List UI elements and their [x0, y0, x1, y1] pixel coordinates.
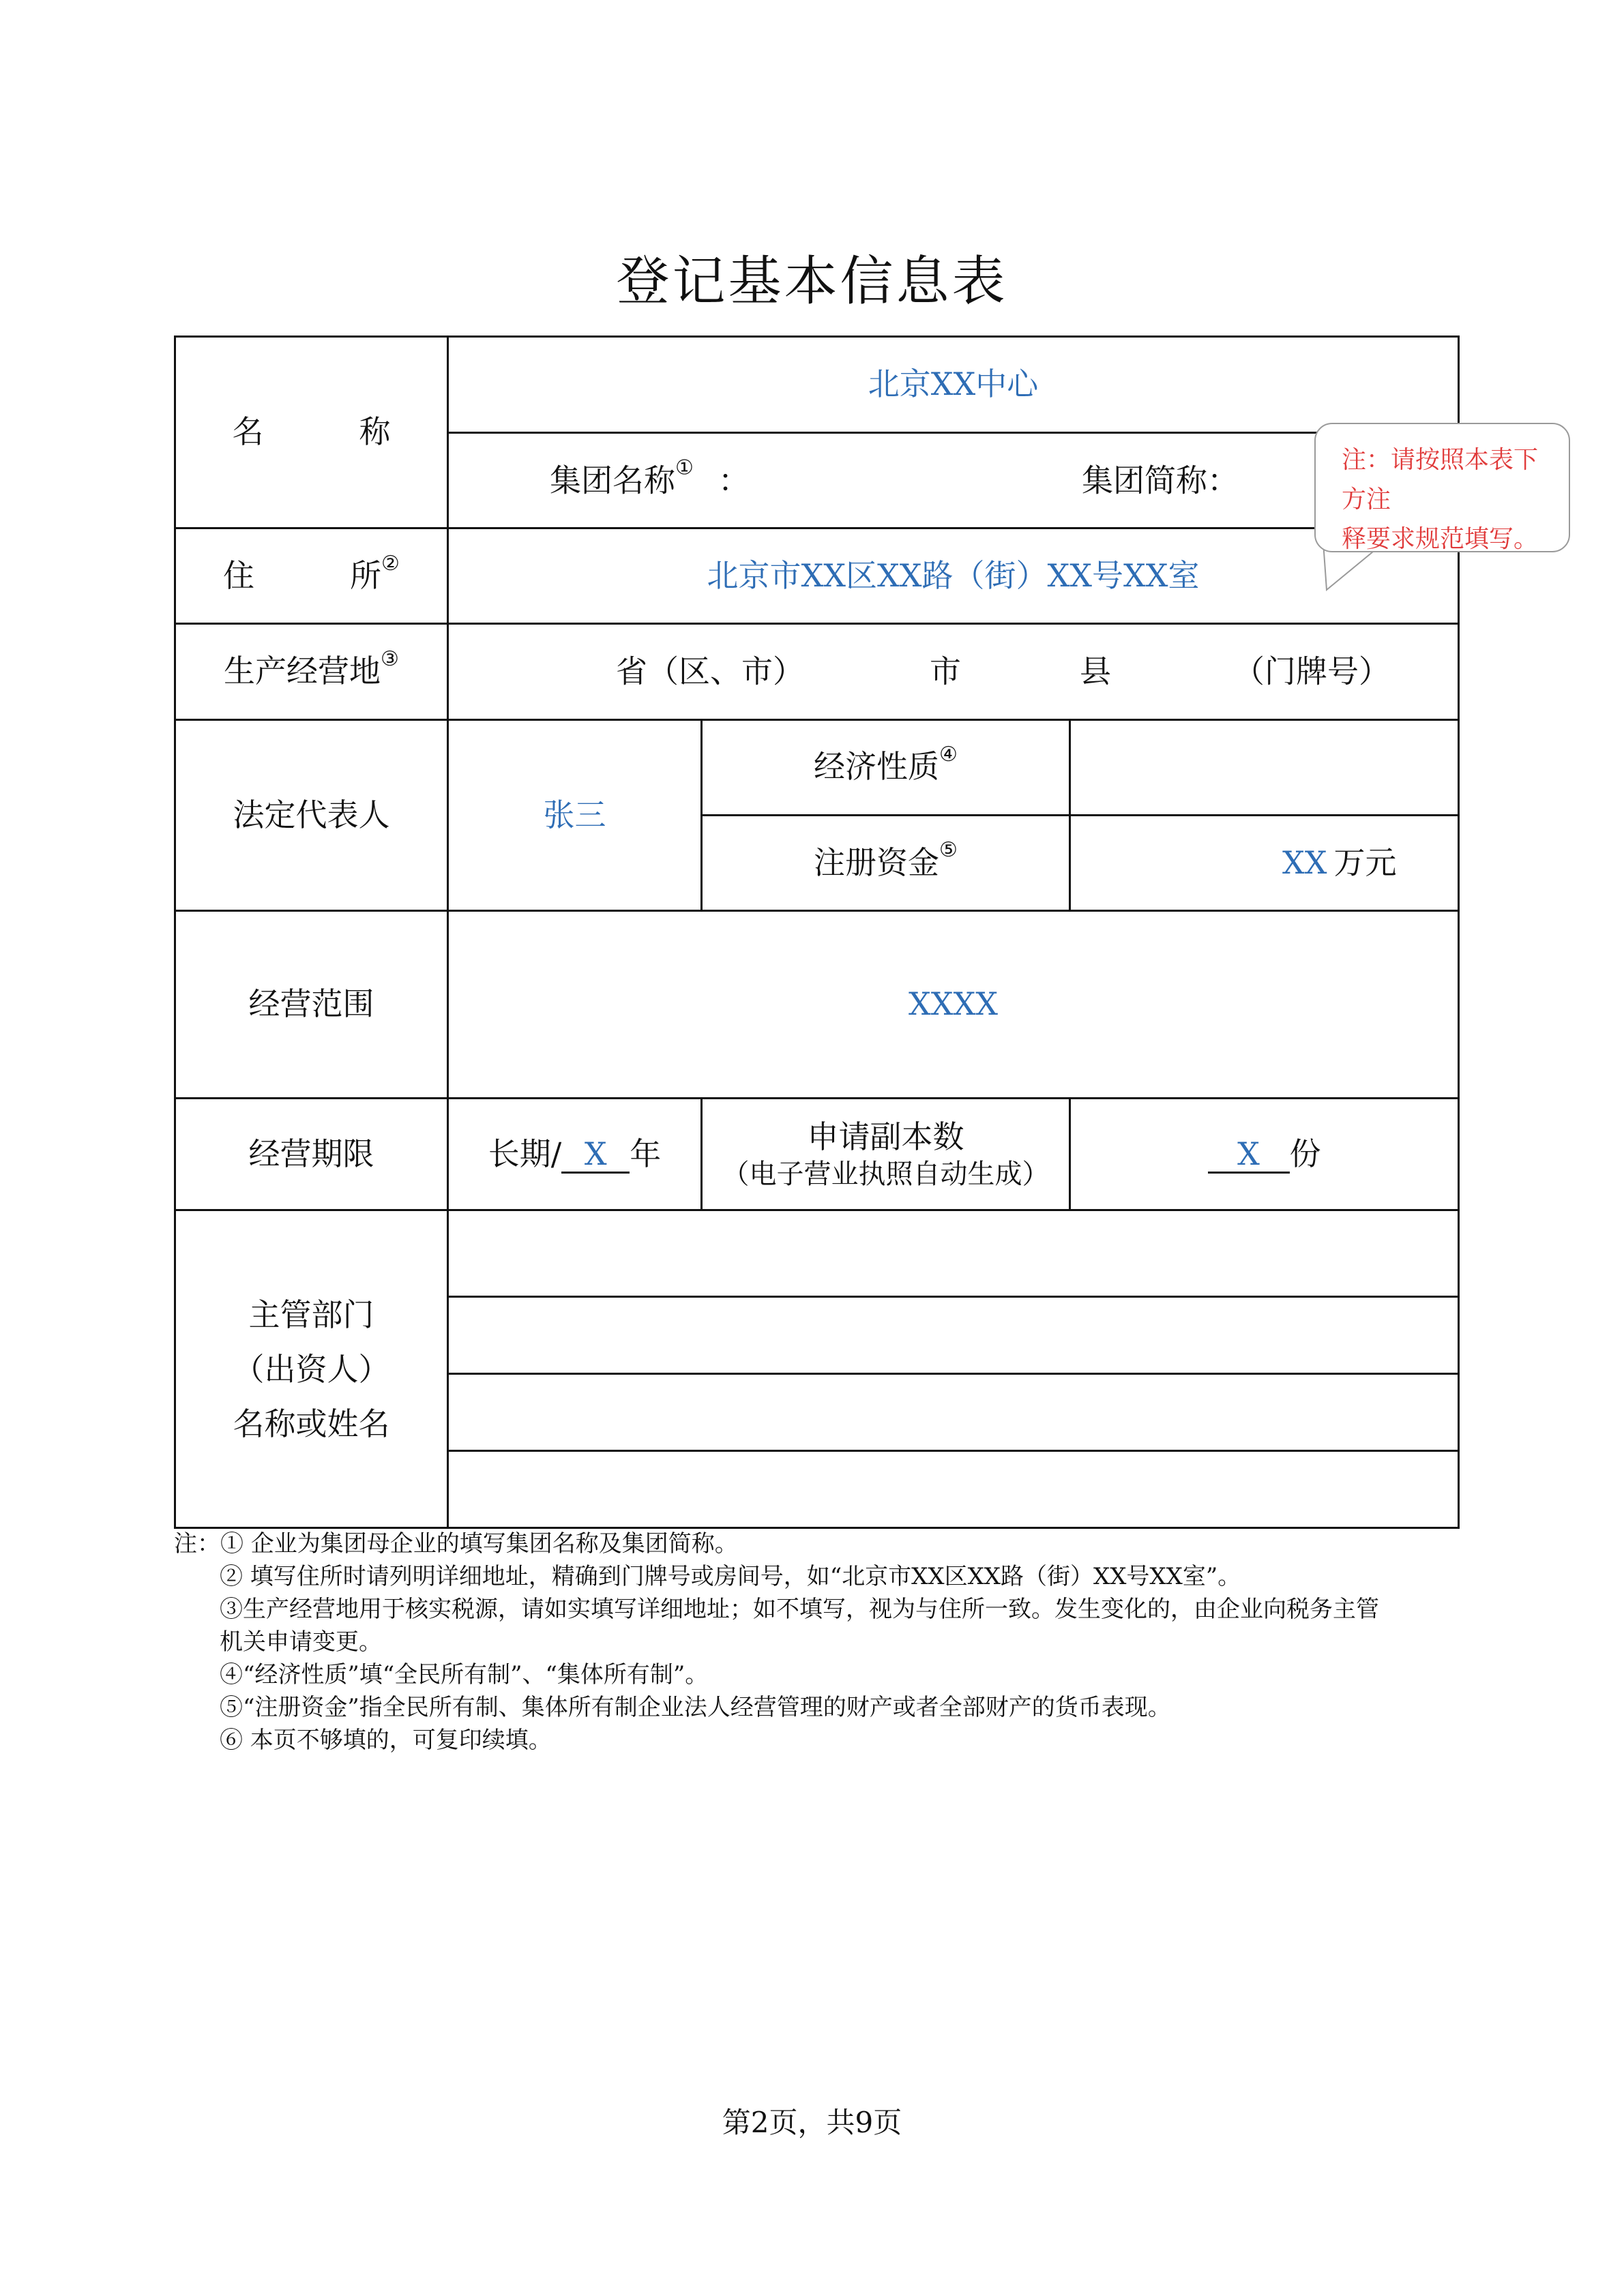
note-mark-5: ⑤ [939, 838, 958, 863]
capital-label: 注册资金 [814, 844, 940, 881]
group-name-label-wrap [550, 456, 750, 501]
group-name-label: 集团名称 [550, 461, 675, 498]
callout-line1: 注：请按照本表下方注 [1342, 446, 1539, 513]
group-short-label: 集团简称： [1082, 461, 1239, 498]
copies-value-field[interactable] [1070, 1099, 1459, 1210]
capital-value: XX [1282, 844, 1327, 881]
copies-value: X [1208, 1137, 1290, 1174]
page-number: 第2页，共9页 [722, 2106, 902, 2139]
province-label: 省（区、市） [616, 653, 804, 690]
residence-label-cell [175, 528, 448, 624]
note-1: ① 企业为集团母企业的填写集团名称及集团简称。 [220, 1530, 738, 1557]
residence-label-b: 所 [350, 557, 382, 595]
authority-row-2[interactable] [448, 1296, 1459, 1373]
authority-row-3[interactable] [448, 1373, 1459, 1450]
residence-value: 北京市XX区XX路（街）XX号XX室 [707, 557, 1200, 595]
notes-prefix: 注： [174, 1530, 220, 1557]
note-5: ⑤“注册资金”指全民所有制、集体所有制企业法人经营管理的财产或者全部财产的货币表现。 [220, 1694, 1171, 1721]
notes-section [174, 1527, 1470, 1757]
city-label: 市 [930, 653, 961, 690]
scope-value: XXXX [909, 985, 999, 1023]
callout-line2: 释要求规范填写。 [1342, 525, 1539, 553]
note-2: ② 填写住所时请列明详细地址，精确到门牌号或房间号，如“北京市XX区XX路（街）XX号XX室”。 [220, 1563, 1241, 1590]
term-label-cell [175, 1099, 448, 1210]
copies-label-cell [702, 1099, 1070, 1210]
scope-value-field[interactable] [448, 910, 1459, 1098]
authority-label-line2: （出资人） [233, 1350, 390, 1388]
registration-form-table [174, 336, 1460, 1529]
group-name-cell[interactable] [448, 433, 1459, 528]
group-name-colon: ： [718, 461, 750, 498]
form-title: 登记基本信息表 [616, 251, 1008, 312]
note-mark-3: ③ [381, 646, 399, 671]
scope-label-cell [175, 910, 448, 1098]
legal-rep-label: 法定代表人 [233, 796, 390, 833]
instruction-callout [1314, 423, 1570, 552]
note-mark-2: ② [381, 551, 400, 576]
door-number-label: （门牌号） [1233, 653, 1390, 690]
term-unit: 年 [630, 1135, 662, 1173]
capital-unit: 万元 [1333, 844, 1397, 881]
note-6: ⑥ 本页不够填的，可复印续填。 [220, 1727, 552, 1754]
economic-nature-field[interactable] [1070, 719, 1459, 815]
name-label-a: 名 [232, 413, 264, 451]
note-mark-4: ④ [939, 743, 958, 767]
business-site-label: 生产经营地 [224, 653, 381, 690]
term-value-field[interactable] [448, 1099, 702, 1210]
capital-field[interactable] [1070, 815, 1459, 910]
note-3-continued: 机关申请变更。 [220, 1628, 382, 1656]
term-value: X [561, 1137, 630, 1174]
name-label-cell [175, 337, 448, 528]
name-value-field[interactable] [448, 337, 1459, 433]
term-prefix: 长期/ [488, 1135, 562, 1173]
legal-rep-value: 张三 [543, 796, 606, 833]
name-label-b: 称 [359, 413, 391, 451]
copies-label: 申请副本数 [807, 1118, 964, 1156]
authority-label-cell [175, 1210, 448, 1528]
note-4: ④“经济性质”填“全民所有制”、“集体所有制”。 [220, 1661, 709, 1688]
business-site-field[interactable] [448, 624, 1459, 719]
copies-unit: 份 [1289, 1135, 1321, 1173]
copies-note: （电子营业执照自动生成） [722, 1158, 1050, 1190]
authority-label-line3: 名称或姓名 [233, 1405, 390, 1442]
county-label: 县 [1080, 653, 1111, 690]
name-value: 北京XX中心 [868, 366, 1039, 403]
economic-nature-label: 经济性质 [814, 748, 940, 786]
note-3: ③生产经营地用于核实税源，请如实填写详细地址；如不填写，视为与住所一致。发生变化的，由企业向税务主管 [220, 1596, 1379, 1623]
authority-row-4[interactable] [448, 1450, 1459, 1527]
capital-label-cell [702, 815, 1070, 910]
legal-rep-value-field[interactable] [448, 719, 702, 910]
economic-nature-label-cell [702, 719, 1070, 815]
legal-rep-label-cell [175, 719, 448, 910]
residence-value-field[interactable] [448, 528, 1459, 624]
scope-label: 经营范围 [248, 985, 374, 1023]
authority-row-1[interactable] [448, 1210, 1459, 1296]
term-label: 经营期限 [248, 1135, 374, 1173]
authority-label-line1: 主管部门 [248, 1296, 374, 1333]
note-mark-1: ① [675, 456, 694, 480]
residence-label-a: 住 [223, 557, 255, 595]
business-site-label-cell [175, 624, 448, 719]
